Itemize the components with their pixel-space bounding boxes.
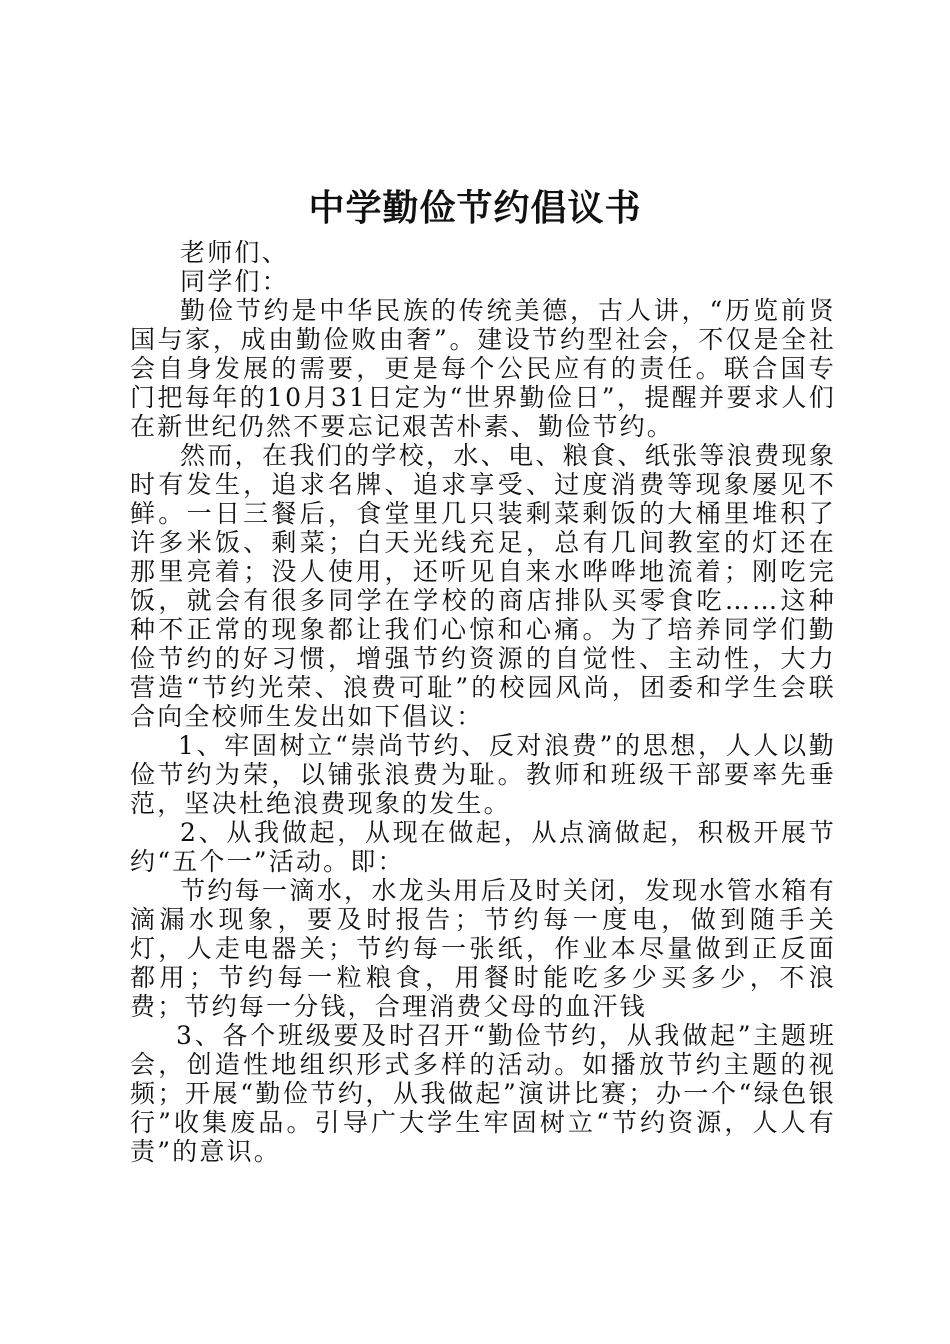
proposal-item-1: 1、牢固树立“崇尚节约、反对浪费”的思想，人人以勤俭节约为荣，以铺张浪费为耻。教师和班级干部要率先垂范，坚决杜绝浪费现象的发生。 — [130, 731, 836, 818]
paragraph-problems: 然而，在我们的学校，水、电、粮食、纸张等浪费现象时有发生，追求名牌、追求享受、过度消费等现象屡见不鲜。一日三餐后，食堂里几只装剩菜剩饭的大桶里堆积了许多米饭、剩菜；白天光线充足，总有几间教室的灯还在那里亮着；没人使用，还听见自来水哗哗地流着；刚吃完饭，就会有很多同学在学校的商店排队买零食吃……这种种不正常的现象都让我们心惊和心痛。为了培养同学们勤俭节约的好习惯，增强节约资源的自觉性、主动性，大力营造“节约光荣、浪费可耻”的校园风尚，团委和学生会联合向全校师生发出如下倡议： — [130, 441, 836, 731]
proposal-item-2: 2、从我做起，从现在做起，从点滴做起，积极开展节约“五个一”活动。即： — [130, 818, 836, 876]
proposal-item-2-details: 节约每一滴水，水龙头用后及时关闭，发现水管水箱有滴漏水现象，要及时报告；节约每一度电，做到随手关灯，人走电器关；节约每一张纸，作业本尽量做到正反面都用；节约每一粒粮食，用餐时能吃多少买多少，不浪费；节约每一分钱，合理消费父母的血汗钱 — [130, 876, 836, 1021]
salutation-teachers: 老师们、 — [180, 238, 289, 267]
salutation-students: 同学们： — [180, 267, 289, 296]
document-body — [130, 238, 836, 1166]
proposal-item-3: 3、各个班级要及时召开“勤俭节约，从我做起”主题班会，创造性地组织形式多样的活动。如播放节约主题的视频；开展“勤俭节约，从我做起”演讲比赛；办一个“绿色银行”收集废品。引导广大学生牢固树立“节约资源，人人有责”的意识。 — [130, 1021, 836, 1166]
document-title: 中学勤俭节约倡议书 — [308, 187, 642, 229]
paragraph-intro: 勤俭节约是中华民族的传统美德，古人讲，“历览前贤国与家，成由勤俭败由奢”。建设节约型社会，不仅是全社会自身发展的需要，更是每个公民应有的责任。联合国专门把每年的10月31日定为“世界勤俭日”，提醒并要求人们在新世纪仍然不要忘记艰苦朴素、勤俭节约。 — [130, 296, 836, 441]
